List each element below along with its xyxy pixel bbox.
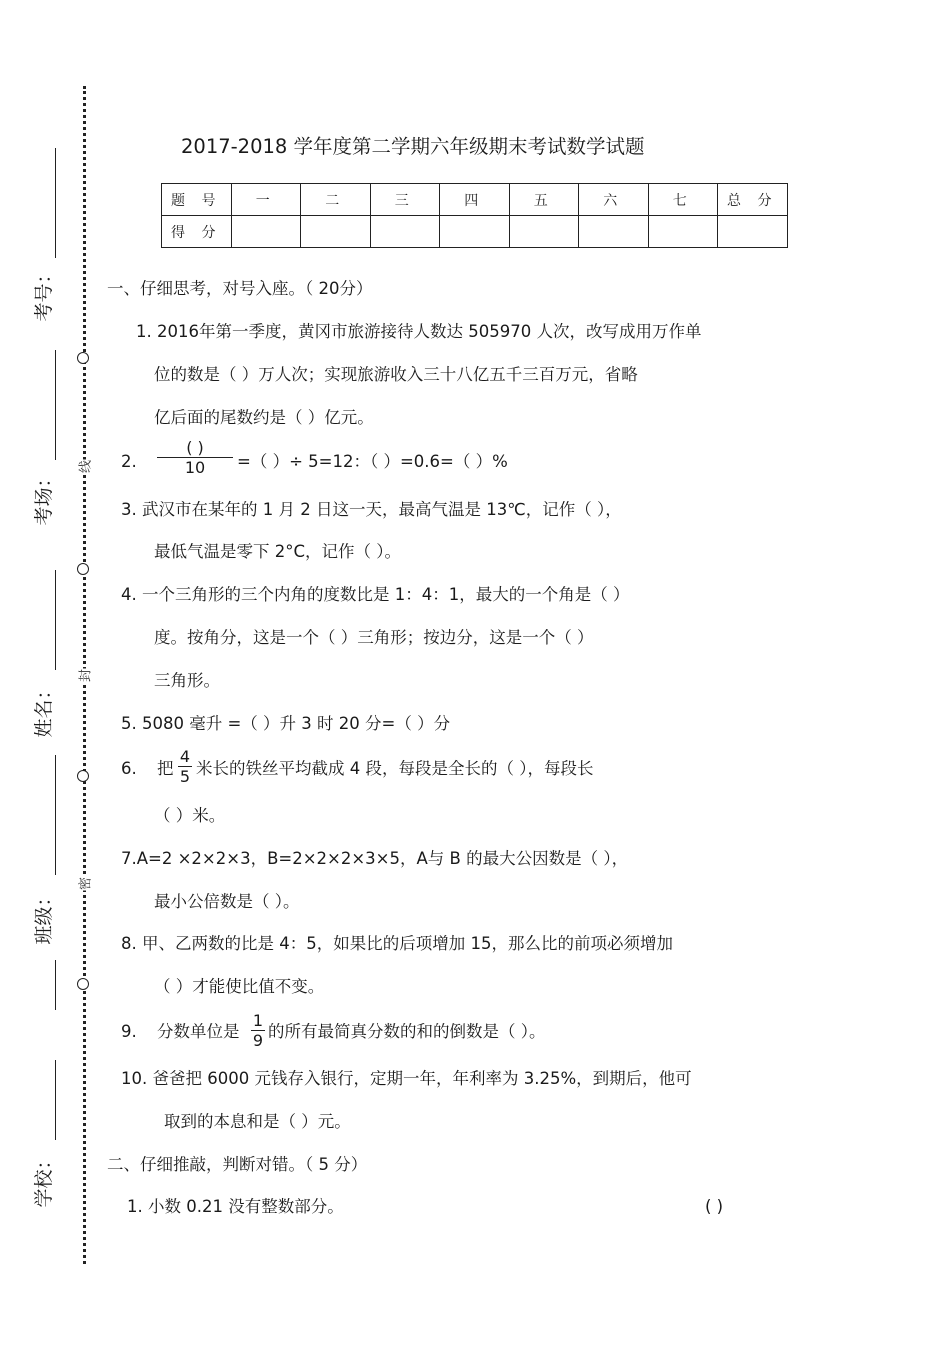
q1-line3: 亿后面的尾数约是（ ）亿元。: [154, 408, 374, 427]
class-underline: [55, 755, 56, 875]
q1-line1: 1. 2016年第一季度，黄冈市旅游接待人数达 505970 人次，改写成用万作单: [136, 322, 702, 341]
score-header-cell: 五: [509, 184, 579, 216]
score-header-cell: 一: [231, 184, 301, 216]
q9-fraction-denominator: 9: [252, 1031, 264, 1050]
q8-line1: 8. 甲、乙两数的比是 4：5，如果比的后项增加 15，那么比的前项必须增加: [121, 934, 673, 953]
binding-hole-3: [77, 770, 89, 782]
name-underline: [55, 570, 56, 670]
score-cell[interactable]: [370, 216, 440, 248]
q2-rest: =（ ）÷ 5=12：（ ）=0.6=（ ）%: [237, 452, 508, 471]
exam-no-label: 考号：: [33, 264, 55, 322]
q4-line2: 度。按角分，这是一个（ ）三角形；按边分，这是一个（ ）: [154, 628, 594, 647]
q6-number: 6.: [121, 759, 137, 778]
q3-line1: 3. 武汉市在某年的 1 月 2 日这一天，最高气温是 13℃，记作（ ），: [121, 500, 622, 519]
name-label: 姓名：: [33, 680, 55, 738]
q6-fraction: [178, 747, 192, 787]
school-label: 学校：: [33, 1150, 55, 1208]
school-underline-top: [55, 960, 56, 1010]
score-table: [161, 183, 788, 248]
score-row-label: 得 分: [162, 216, 232, 248]
score-header-cell: 七: [648, 184, 718, 216]
q8-line2: （ ）才能使比值不变。: [154, 977, 325, 996]
exam-room-underline: [55, 350, 56, 460]
seal-char-seal: 封: [75, 669, 94, 683]
q6-post: 米长的铁丝平均截成 4 段，每段是全长的（ ），每段长: [196, 759, 594, 778]
exam-room-label: 考场：: [33, 468, 55, 526]
binding-hole-2: [77, 563, 89, 575]
q3-line2: 最低气温是零下 2°C，记作（ ）。: [154, 542, 402, 561]
seal-char-secret: 密: [75, 877, 94, 891]
binding-hole-1: [77, 352, 89, 364]
binding-hole-4: [77, 978, 89, 990]
score-cell[interactable]: [509, 216, 579, 248]
score-cell[interactable]: [718, 216, 788, 248]
score-header-cell: 六: [579, 184, 649, 216]
q9-fraction-numerator: 1: [252, 1011, 264, 1030]
q7-line2: 最小公倍数是（ ）。: [154, 892, 300, 911]
q6-fraction-denominator: 5: [179, 767, 191, 786]
q2-fraction: [157, 439, 233, 478]
q2-number: 2.: [121, 452, 137, 471]
q5-line1: 5. 5080 毫升 =（ ）升 3 时 20 分=（ ）分: [121, 714, 451, 733]
s2-q1-text: 1. 小数 0.21 没有整数部分。: [127, 1197, 344, 1216]
s2-q1-answer-paren[interactable]: ( ): [705, 1197, 724, 1216]
q2-fraction-denominator: 10: [157, 457, 233, 478]
score-table-score-row: [162, 216, 788, 248]
score-table-header-row: [162, 184, 788, 216]
class-label: 班级：: [33, 887, 55, 945]
score-cell[interactable]: [440, 216, 510, 248]
school-underline: [55, 1060, 56, 1140]
exam-no-underline: [55, 148, 56, 258]
q9-number: 9.: [121, 1022, 137, 1041]
page-title: 2017-2018 学年度第二学期六年级期末考试数学试题: [181, 135, 645, 158]
score-header-cell: 四: [440, 184, 510, 216]
score-cell[interactable]: [231, 216, 301, 248]
score-header-cell: 总 分: [718, 184, 788, 216]
q4-line1: 4. 一个三角形的三个内角的度数比是 1：4：1，最大的一个角是（ ）: [121, 585, 630, 604]
q7-line1: 7.A=2 ×2×2×3，B=2×2×2×3×5，A与 B 的最大公因数是（ ），: [121, 849, 629, 868]
q6-prefix: 把: [157, 759, 174, 778]
score-cell[interactable]: [648, 216, 718, 248]
section2-heading: 二、仔细推敲，判断对错。（ 5 分）: [107, 1155, 368, 1174]
q1-line2: 位的数是（ ）万人次；实现旅游收入三十八亿五千三百万元，省略: [154, 365, 638, 384]
score-header-cell: 题 号: [162, 184, 232, 216]
section1-heading: 一、仔细思考，对号入座。（ 20分）: [107, 279, 373, 298]
score-cell[interactable]: [579, 216, 649, 248]
q10-line2: 取到的本息和是（ ）元。: [164, 1112, 351, 1131]
q9-fraction: [251, 1011, 265, 1051]
q4-line3: 三角形。: [154, 671, 220, 690]
score-header-cell: 二: [301, 184, 371, 216]
q9-prefix: 分数单位是: [157, 1022, 240, 1041]
q10-line1: 10. 爸爸把 6000 元钱存入银行，定期一年，年利率为 3.25%，到期后，他可: [121, 1069, 692, 1088]
q6-line2: （ ）米。: [154, 806, 226, 825]
score-header-cell: 三: [370, 184, 440, 216]
score-cell[interactable]: [301, 216, 371, 248]
q6-fraction-numerator: 4: [179, 747, 191, 766]
q2-fraction-numerator: ( ): [186, 438, 204, 457]
q9-post: 的所有最简真分数的和的倒数是（ ）。: [268, 1022, 546, 1041]
seal-char-line: 线: [75, 460, 94, 474]
